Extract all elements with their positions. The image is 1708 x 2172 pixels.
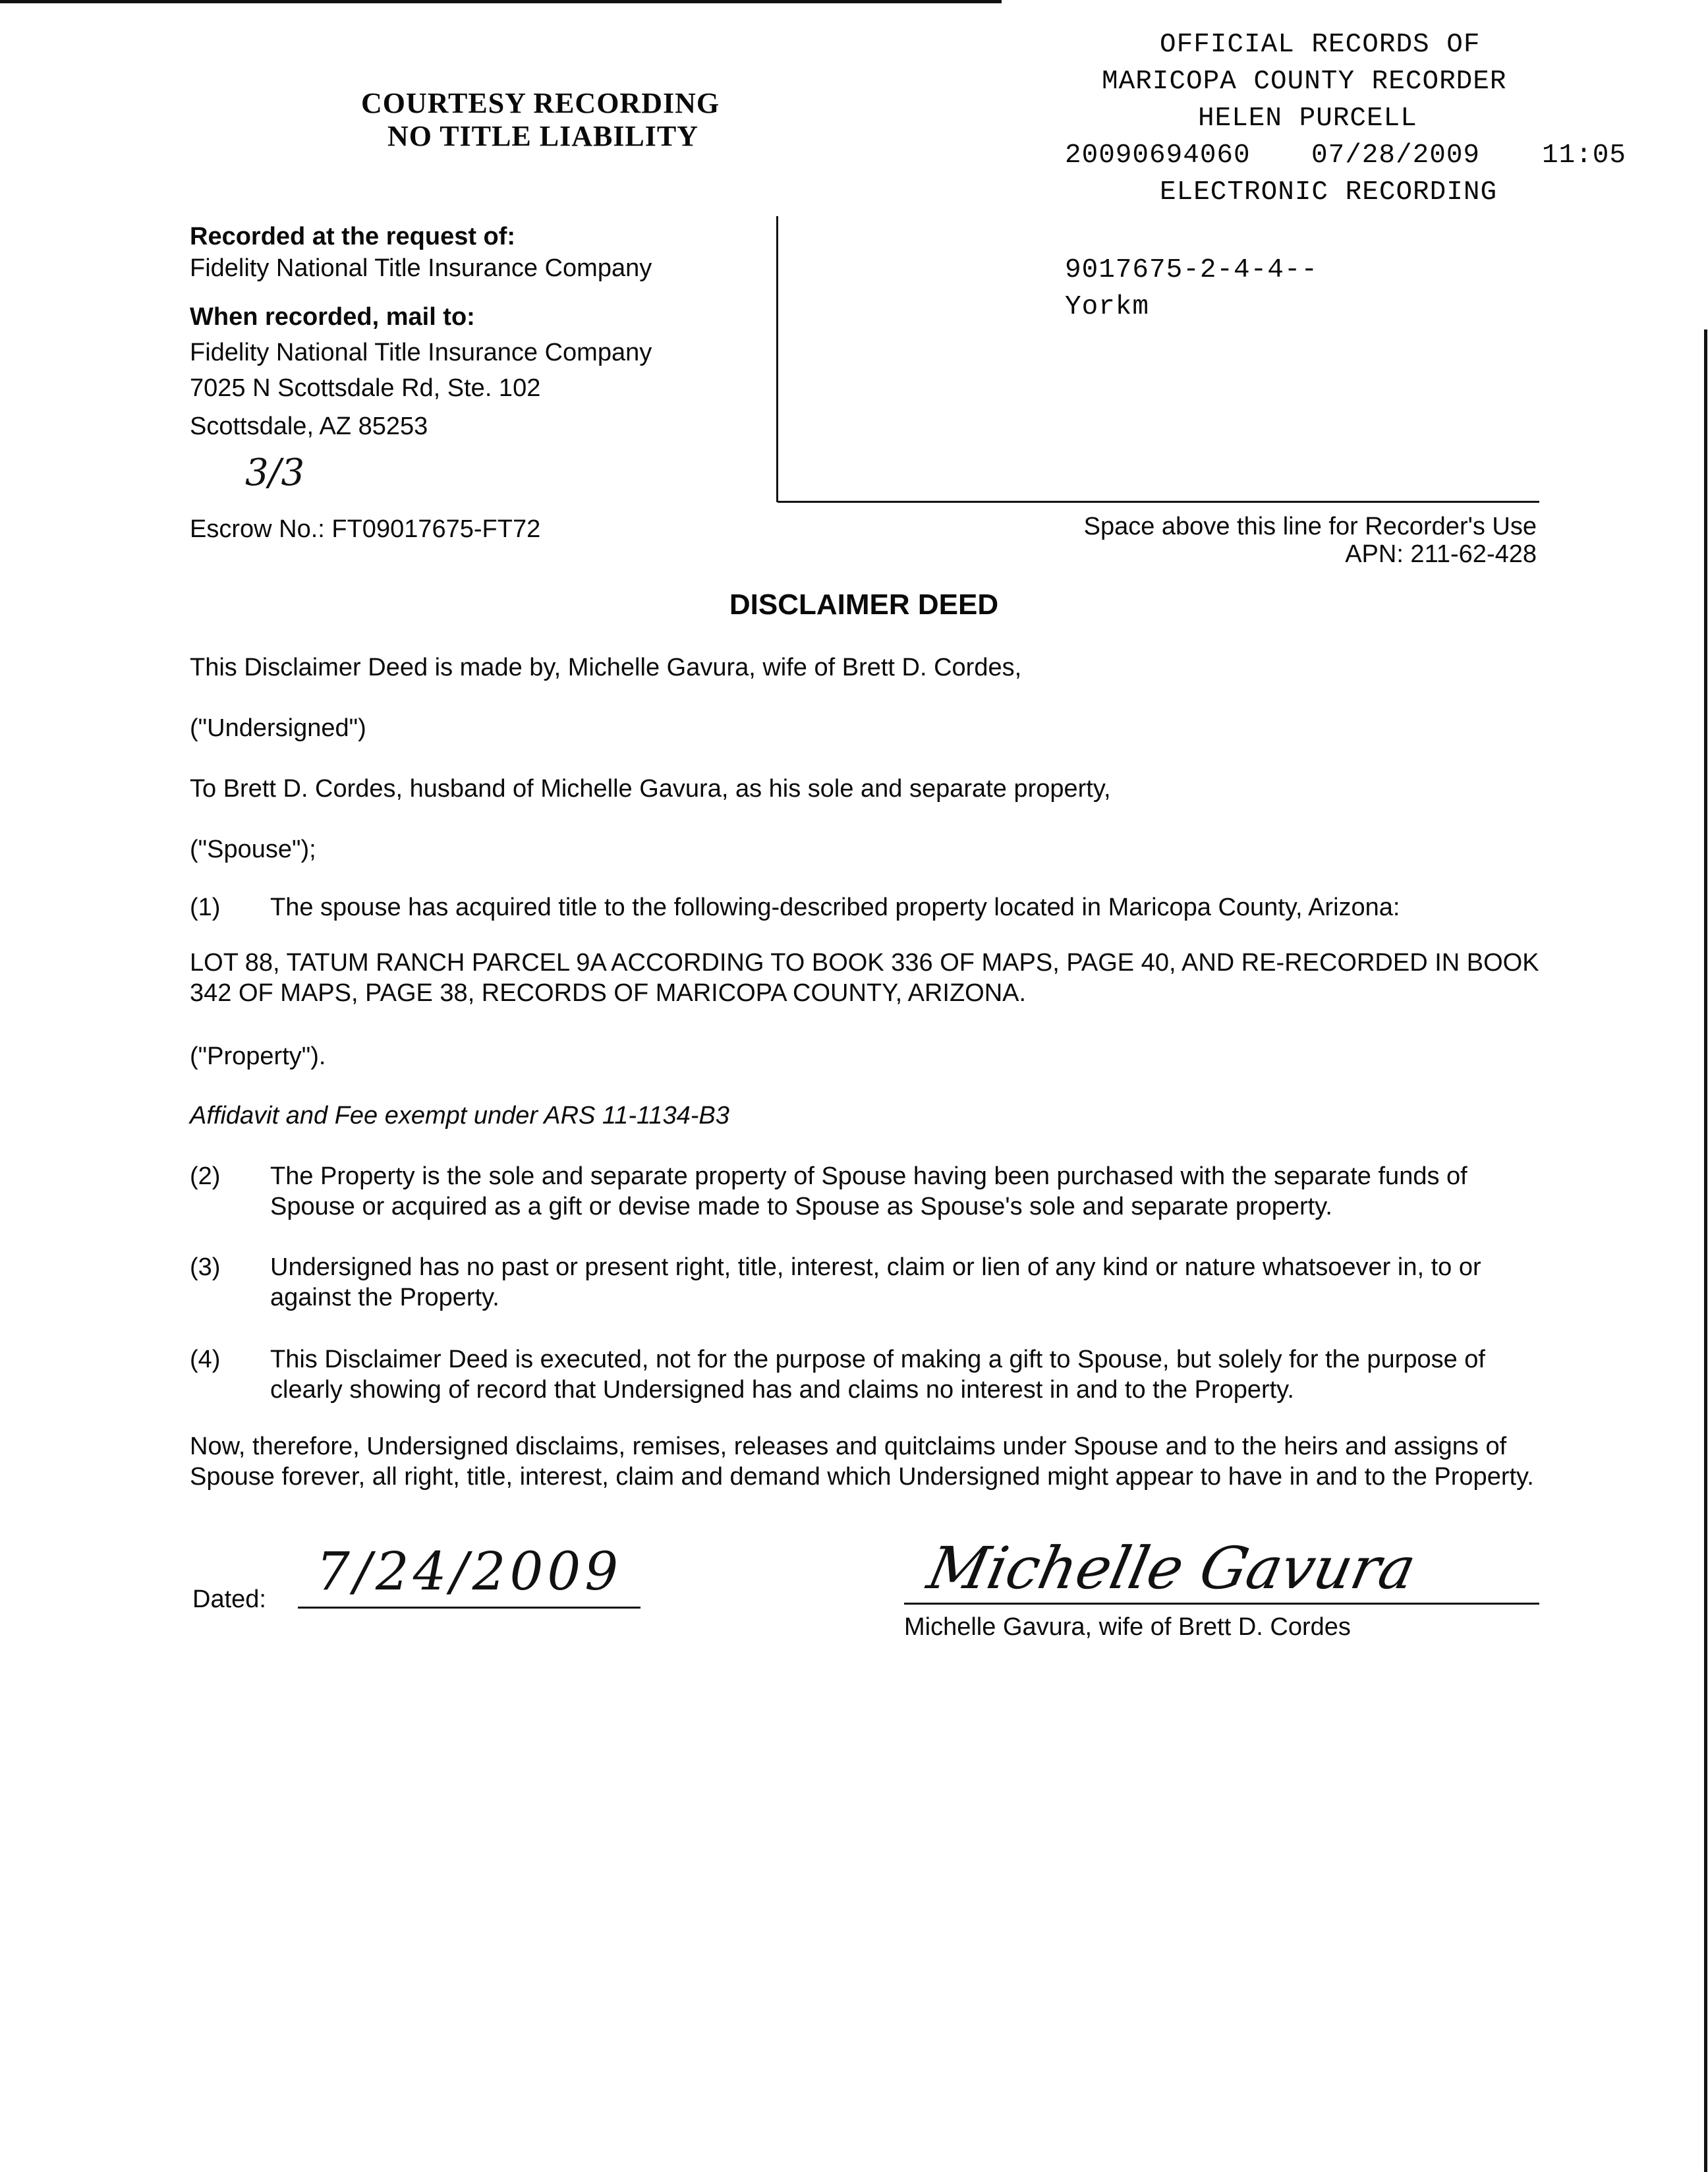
undersigned-definition: ("Undersigned") bbox=[190, 714, 366, 742]
dated-label: Dated: bbox=[192, 1586, 266, 1613]
mail-to-city: Scottsdale, AZ 85253 bbox=[190, 413, 428, 440]
recorders-use-line bbox=[778, 501, 1539, 503]
top-edge-line bbox=[0, 0, 1002, 3]
recording-block-divider bbox=[776, 216, 778, 502]
signature-line bbox=[904, 1603, 1539, 1605]
recorders-use-note: Space above this line for Recorder's Use bbox=[1083, 513, 1537, 540]
escrow-number: Escrow No.: FT09017675-FT72 bbox=[190, 515, 541, 543]
mail-to-address: 7025 N Scottsdale Rd, Ste. 102 bbox=[190, 374, 541, 402]
document-title: DISCLAIMER DEED bbox=[729, 588, 999, 621]
recording-clerk: Yorkm bbox=[1065, 292, 1150, 322]
item-4-text: This Disclaimer Deed is executed, not for the purpose of making a gift to Spouse, but solely for the purpose of clearly showing of record that Undersigned has and claims no interest in and to the Property. bbox=[270, 1346, 1485, 1404]
grantee-paragraph: To Brett D. Cordes, husband of Michelle Gavura, as his sole and separate property, bbox=[190, 775, 1111, 803]
legal-description: LOT 88, TATUM RANCH PARCEL 9A ACCORDING TO BOOK 336 OF MAPS, PAGE 40, AND RE-RECORDED IN BOOK 342 OF MAPS, PAGE 38, RECORDS OF MARICOPA COUNTY, ARIZONA. bbox=[190, 949, 1539, 1007]
mail-to-label: When recorded, mail to: bbox=[190, 303, 475, 331]
item-2-number: (2) bbox=[190, 1162, 221, 1190]
item-2-text: The Property is the sole and separate property of Spouse having been purchased with the separate funds of Spouse or acquired as a gift or devise made to Spouse as Spouse's sole and separate property. bbox=[270, 1162, 1467, 1220]
fee-exempt-note: Affidavit and Fee exempt under ARS 11-1134-B3 bbox=[190, 1102, 729, 1129]
item-3-text: Undersigned has no past or present right, title, interest, claim or lien of any kind or nature whatsoever in, to or against the Property. bbox=[270, 1253, 1481, 1311]
courtesy-recording-stamp-line1: COURTESY RECORDING bbox=[361, 87, 720, 119]
handwritten-signature: Michelle Gavura bbox=[922, 1534, 1422, 1602]
official-records-line3: HELEN PURCELL bbox=[1198, 103, 1417, 134]
closing-paragraph: Now, therefore, Undersigned disclaims, remises, releases and quitclaims under Spouse and to the heirs and assigns of Spouse forever, all right, title, interest, claim and demand which Undersigned might appear to have in and to the Property. bbox=[190, 1433, 1534, 1491]
property-definition: ("Property"). bbox=[190, 1043, 326, 1070]
handwritten-page-count: 3/3 bbox=[245, 451, 305, 494]
electronic-recording: ELECTRONIC RECORDING bbox=[1160, 177, 1498, 208]
dated-handwritten-value: 7/24/2009 bbox=[316, 1541, 623, 1602]
recorded-at-request-company: Fidelity National Title Insurance Company bbox=[190, 254, 652, 282]
dated-underline bbox=[298, 1607, 640, 1609]
item-1-text: The spouse has acquired title to the following-described property located in Maricopa County, Arizona: bbox=[270, 894, 1400, 921]
mail-to-company: Fidelity National Title Insurance Company bbox=[190, 339, 652, 366]
apn-number: APN: 211-62-428 bbox=[1345, 540, 1537, 568]
recording-time: 11:05 bbox=[1542, 140, 1627, 171]
deed-maker-paragraph: This Disclaimer Deed is made by, Michelle Gavura, wife of Brett D. Cordes, bbox=[190, 654, 1022, 681]
official-records-line1: OFFICIAL RECORDS OF bbox=[1160, 30, 1481, 60]
item-1-number: (1) bbox=[190, 894, 221, 921]
spouse-definition: ("Spouse"); bbox=[190, 836, 316, 863]
recording-reference-code: 9017675-2-4-4-- bbox=[1065, 255, 1319, 285]
item-4-number: (4) bbox=[190, 1346, 221, 1373]
courtesy-recording-stamp-line2: NO TITLE LIABILITY bbox=[387, 120, 699, 152]
item-3-number: (3) bbox=[190, 1253, 221, 1281]
official-records-line2: MARICOPA COUNTY RECORDER bbox=[1102, 67, 1507, 97]
recording-date: 07/28/2009 bbox=[1311, 140, 1481, 171]
instrument-number: 20090694060 bbox=[1065, 140, 1251, 171]
recorded-at-request-label: Recorded at the request of: bbox=[190, 223, 516, 250]
signer-name: Michelle Gavura, wife of Brett D. Cordes bbox=[904, 1613, 1351, 1641]
